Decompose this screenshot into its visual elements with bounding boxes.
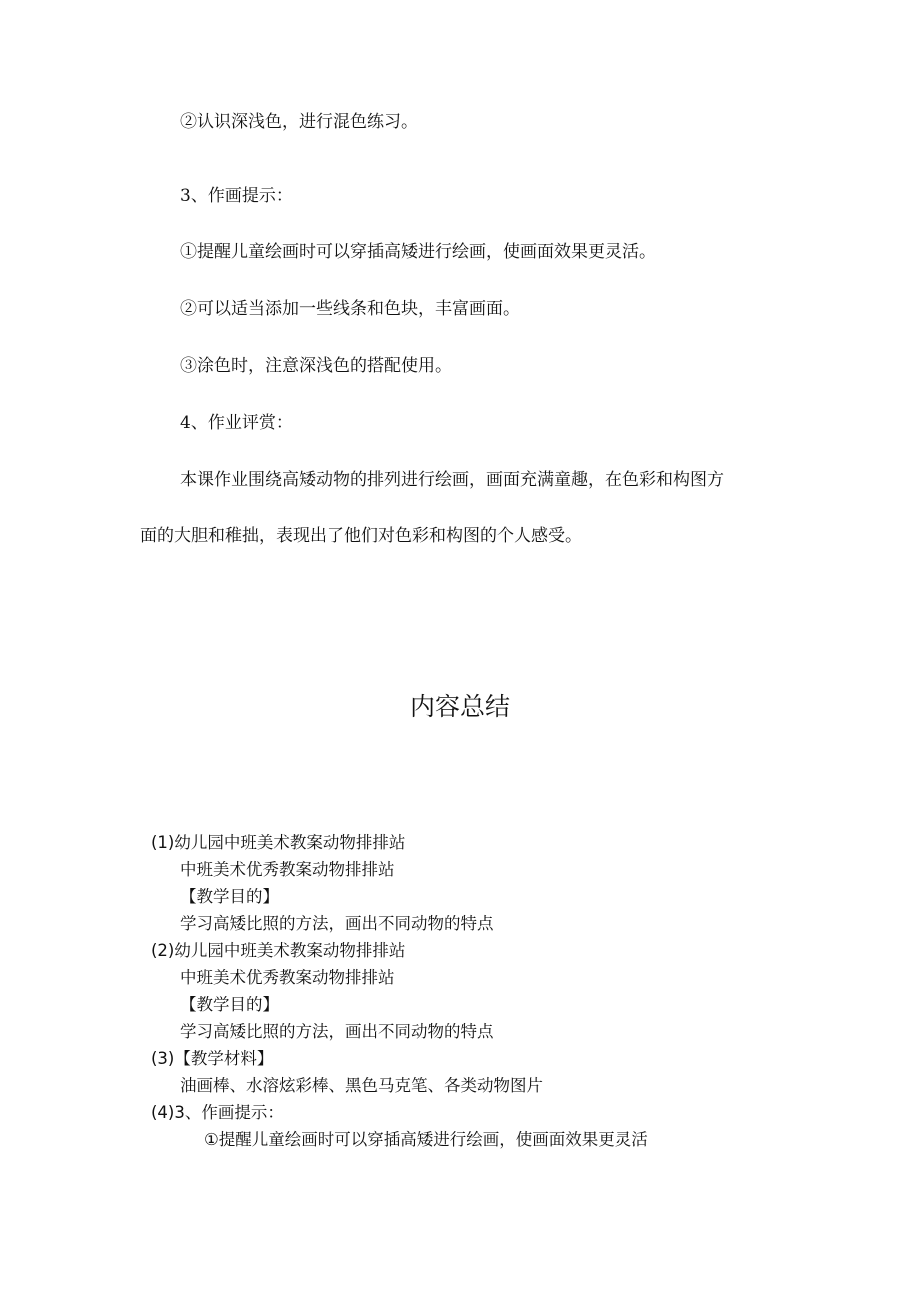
summary-subline: 中班美术优秀教案动物排排站 bbox=[180, 860, 395, 879]
summary-subline: 【教学目的】 bbox=[180, 995, 279, 1014]
summary-item-3: (3)【教学材料】 bbox=[151, 1049, 274, 1068]
summary-subline: 学习高矮比照的方法，画出不同动物的特点 bbox=[180, 914, 494, 933]
paragraph-evaluation-line-2: 面的大胆和稚拙，表现出了他们对色彩和构图的个人感受。 bbox=[140, 526, 582, 546]
summary-item-1: (1)幼儿园中班美术教案动物排排站 bbox=[151, 833, 406, 852]
summary-item-2: (2)幼儿园中班美术教案动物排排站 bbox=[151, 941, 406, 960]
summary-subline: 油画棒、水溶炫彩棒、黑色马克笔、各类动物图片 bbox=[180, 1076, 543, 1095]
summary-item-4: (4)3、作画提示： bbox=[151, 1103, 284, 1122]
paragraph-tip-3: ③涂色时，注意深浅色的搭配使用。 bbox=[180, 356, 452, 376]
summary-subline: 学习高矮比照的方法，画出不同动物的特点 bbox=[180, 1022, 494, 1041]
summary-title: 内容总结 bbox=[409, 692, 510, 721]
summary-subline: 【教学目的】 bbox=[180, 887, 279, 906]
paragraph-mix-colors: ②认识深浅色，进行混色练习。 bbox=[180, 112, 418, 132]
summary-subline: 中班美术优秀教案动物排排站 bbox=[180, 968, 395, 987]
paragraph-tip-1: ①提醒儿童绘画时可以穿插高矮进行绘画，使画面效果更灵活。 bbox=[180, 242, 656, 262]
paragraph-evaluation-line-1: 本课作业围绕高矮动物的排列进行绘画，画面充满童趣，在色彩和构图方 bbox=[180, 470, 724, 490]
heading-drawing-tips: 3、作画提示： bbox=[180, 186, 293, 206]
heading-evaluation: 4、作业评赏： bbox=[180, 413, 293, 433]
summary-subline: ①提醒儿童绘画时可以穿插高矮进行绘画，使画面效果更灵活 bbox=[204, 1130, 648, 1149]
paragraph-tip-2: ②可以适当添加一些线条和色块，丰富画面。 bbox=[180, 299, 520, 319]
